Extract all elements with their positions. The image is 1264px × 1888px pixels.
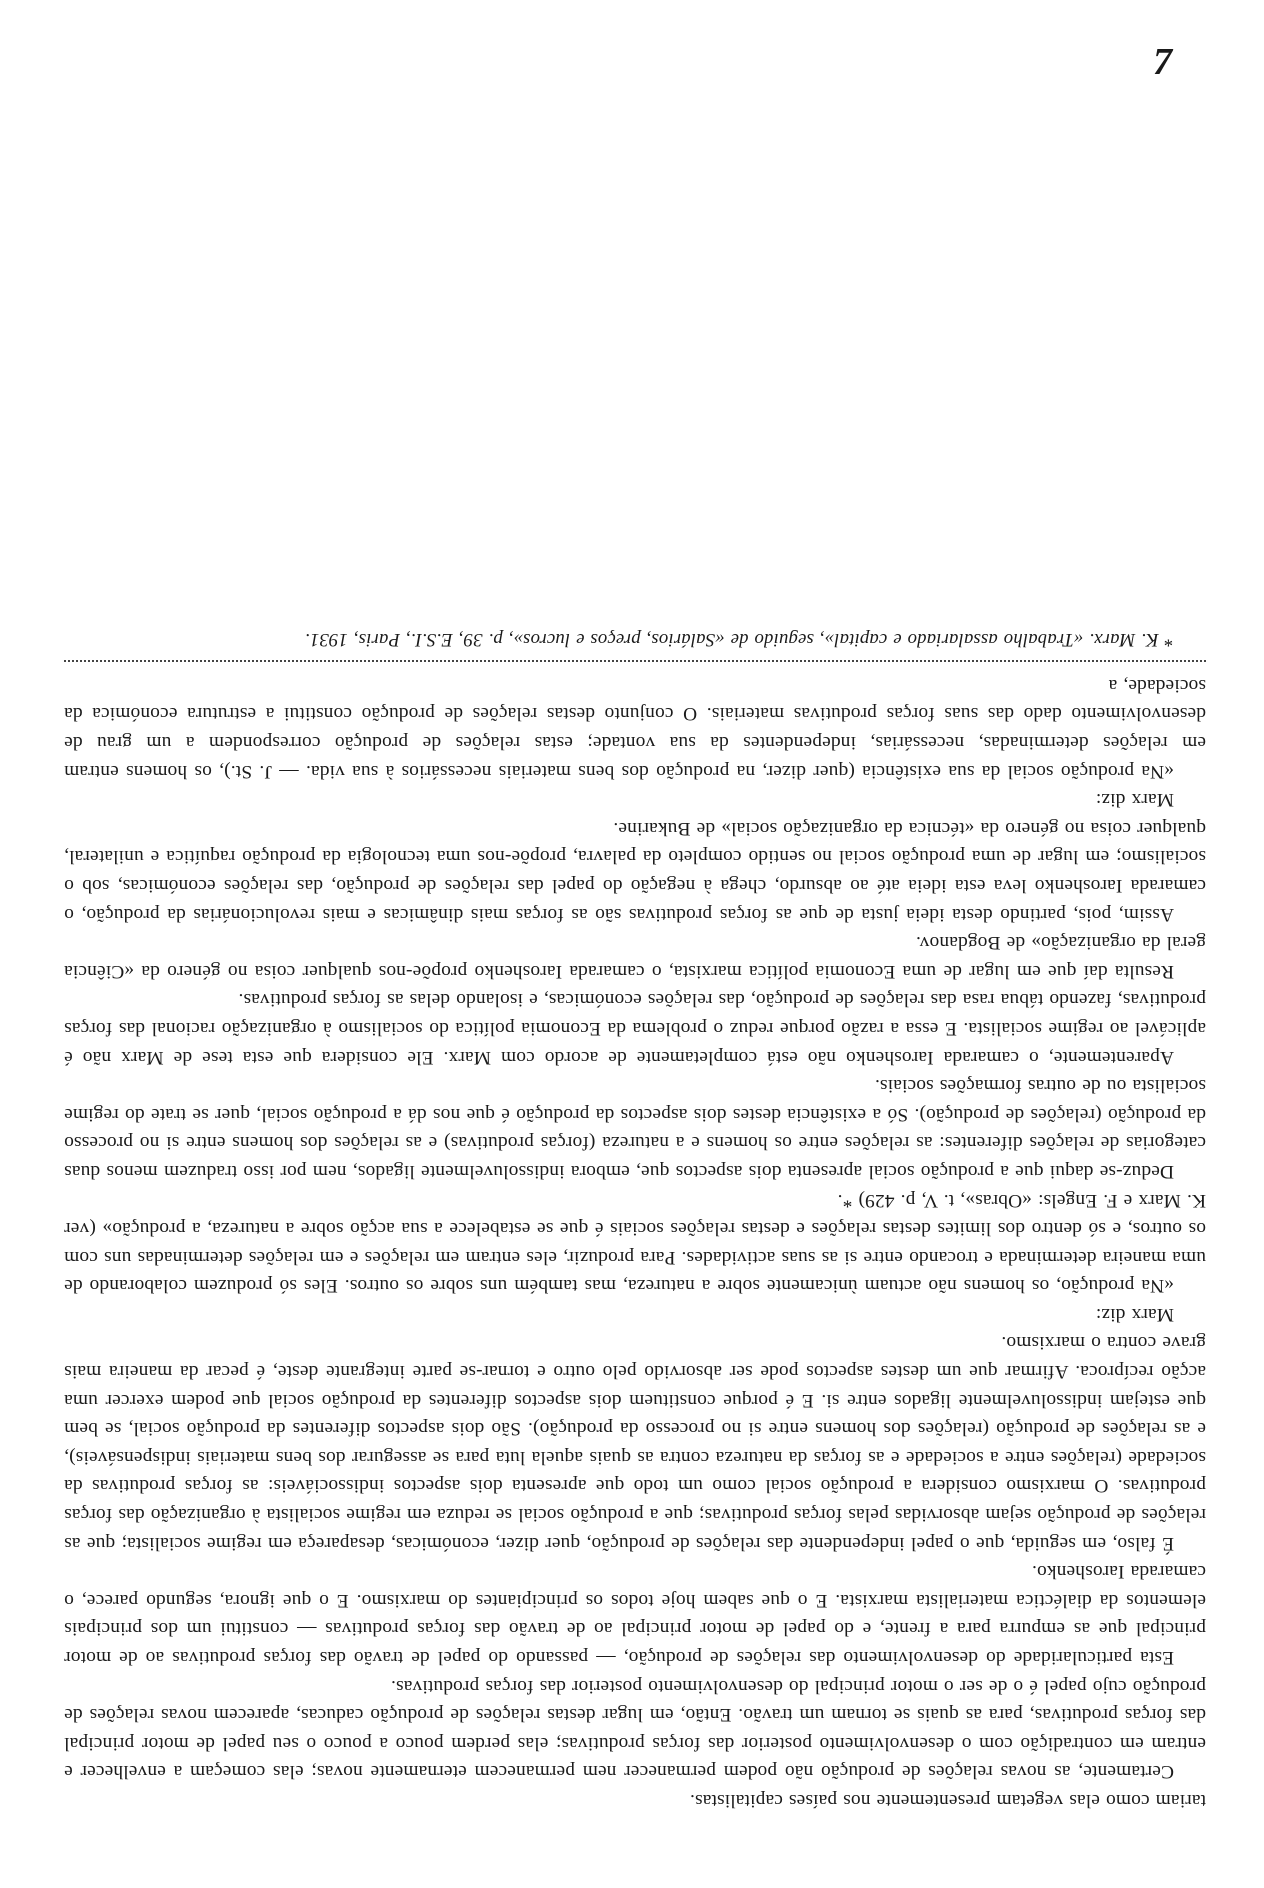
page-number: 7 xyxy=(1153,41,1172,83)
paragraph: Certamente, as novas relações de produção não podem permanecer nem permanecem eternamente novas; elas começam a envelhecer e entram em contradição com o desenvolvimento posterior das forças produtivas; elas perdem pouco a pouco o seu papel de motor principal das forças produtivas, para as quais se tornam um travão. Então, em lugar destas relações de produção caducas, aparecem novas relações de produção cujo papel é o de ser o motor principal do desenvolvimento posterior das forças produtivas. xyxy=(64,1675,1206,1783)
body-text xyxy=(64,626,1206,1814)
paragraph: tariam como elas vegetam presentemente nos países capitalistas. xyxy=(689,1790,1206,1811)
footnote-divider xyxy=(64,660,1206,662)
paragraph: Resulta daí que em lugar de uma Economia política marxista, o camarada Iaroshenko propõe-nos qualquer coisa no género da «Ciência geral da organização» de Bogdanov. xyxy=(64,932,1206,982)
quotation: «Na produção, os homens não actuam ùnicamente sobre a natureza, mas também uns sobre os outros. Eles só produzem colaborando de uma maneira determinada e trocando entre si as suas actividades. Para produzir, eles entram em relações e em relações determinadas uns com os outros, e só dentro dos limites destas relações e destas relações sociais é que se estabelece a sua acção sobre a natureza, a produção» (ver K. Marx e F. Engels: «Obras», t. V, p. 429) *. xyxy=(64,1189,1206,1297)
paragraph: Esta particularidade do desenvolvimento das relações de produção, — passando do papel de travão das forças produtivas ao de motor principal que as empurra para a frente, e do papel de motor principal ao de travão das forças produtivas — constitui um dos principais elementos da dialéctica materialista marxista. E o que sabem hoje todos os principiantes do marxismo. E o que ignora, segundo parece, o camarada Iaroshenko. xyxy=(64,1561,1206,1669)
quotation: «Na produção social da sua existência (quer dizer, na produção dos bens materiais necessários à sua vida. — J. St.), os homens entram em relações determinadas, necessárias, independentes da sua vontade; estas relações de produção correspondem a um grau de desenvolvimento dado das suas forças produtivas materiais. O conjunto destas relações de produção constitui a estrutura económica da sociedade, a xyxy=(64,674,1206,782)
paragraph: Deduz-se daqui que a produção social apresenta dois aspectos que, embora indissoluvelmente ligados, nem por isso traduzem menos duas categorias de relações diferentes: as relações entre os homens e a natureza (forças produtivas) e as relações dos homens entre si no processo da produção (relações de produção). Só a existência destes dois aspectos da produção é que nos dá a produção social, quer se trate do regime socialista ou de outras formações sociais. xyxy=(64,1075,1206,1182)
footnote: * K. Marx. «Trabalho assalariado e capital», seguido de «Salários, preços e lucros», p. 39, E.S.I., Paris, 1931. xyxy=(304,629,1174,651)
paragraph: Assim, pois, partindo desta ideia justa de que as forças produtivas são as forças mais dinâmicas e mais revolucionárias da produção, o camarada Iaroshenko leva esta ideia até ao absurdo, chega à negação do papel das relações de produção, das relações económicas, sob o socialismo; em lugar de uma produção social no sentido completo da palavra, propõe-nos uma tecnologia da produção raquítica e unilateral, qualquer coisa no género da «técnica da organização social» de Bukarine. xyxy=(64,817,1206,925)
paragraph: É falso, em seguida, que o papel independente das relações de produção, quer dizer, económicas, desapareça em regime socialista; que as relações de produção sejam absorvidas pelas forças produtivas; que a produção social se reduza em regime socialista à organização das forças produtivas. O marxismo considera a produção social como um todo que apresenta dois aspectos indissociáveis: as forças produtivas da sociedade (relações entre a sociedade e as forças da natureza contra as quais aquela luta para se assegurar dos bens materiais indispensáveis), e as relações de produção (relações dos homens entre si no processo da produção). São dois aspectos diferentes da produção social, se bem que estejam indissoluvelmente ligados entre si. E é porque constituem dois aspectos diferentes da produção social que podem exercer uma acção recíproca. Afirmar que um destes aspectos pode ser absorvido pelo outro e tornar-se parte integrante deste, é pecar da maneira mais grave contra o marxismo. xyxy=(64,1332,1206,1554)
marx-says-label: Marx diz: xyxy=(1095,1303,1174,1325)
marx-says-label: Marx diz: xyxy=(1095,789,1174,811)
paragraph: Aparentemente, o camarada Iaroshenko não está completamente de acordo com Marx. Ele considera que esta tese de Marx não é aplicável ao regime socialista. E essa a razão porque reduz o problema da Economia política do socialismo à organização racional das forças produtivas, fazendo tábua rasa das relações de produção, das relações económicas, e isolando delas as forças produtivas. xyxy=(64,989,1206,1068)
